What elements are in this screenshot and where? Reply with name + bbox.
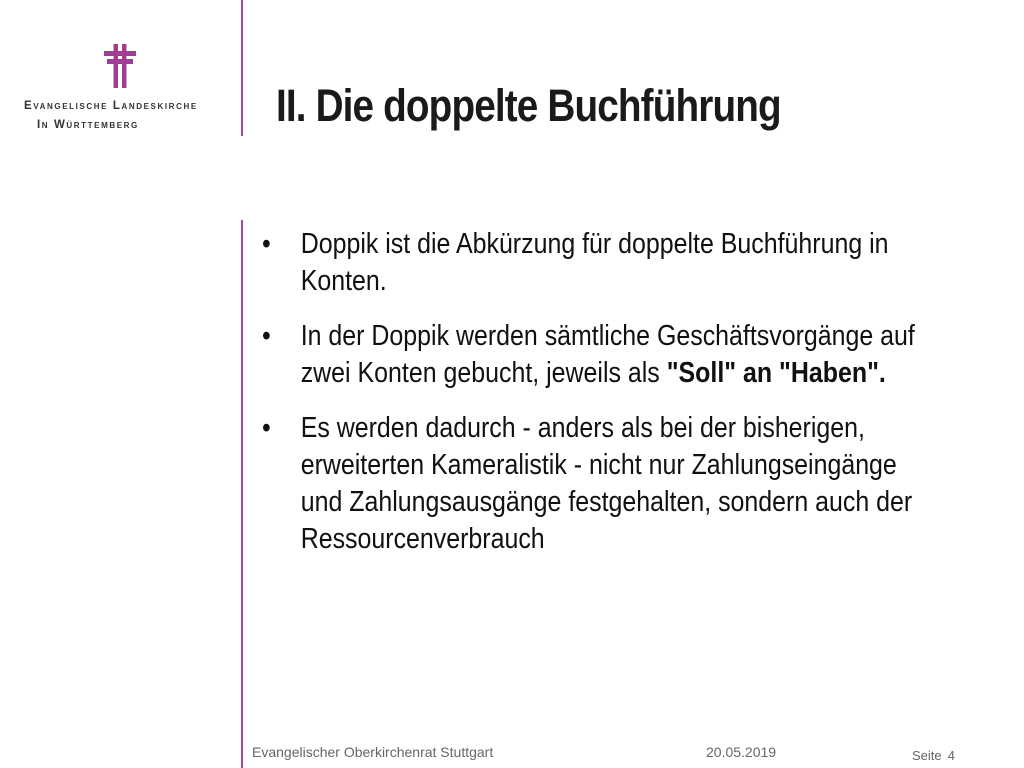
slide-title: II. Die doppelte Buchführung: [276, 80, 781, 131]
logo-line-2: In Württemberg: [37, 119, 139, 131]
bullet-item: [262, 410, 916, 558]
bullet-bold-text: "Soll" an "Haben".: [666, 357, 886, 389]
footer-organization: Evangelischer Oberkirchenrat Stuttgart: [252, 744, 494, 760]
page-number: 4: [947, 748, 955, 763]
bullet-marker: •: [262, 320, 271, 352]
accent-rule-body: [241, 220, 243, 768]
cross-icon: [104, 44, 136, 88]
bullet-list: [262, 226, 916, 576]
accent-rule-top: [241, 0, 243, 136]
footer-page: [912, 748, 955, 763]
logo-wordmark: [24, 97, 234, 135]
logo-line-1: Evangelische Landeskirche: [24, 100, 198, 112]
footer-date: 20.05.2019: [706, 744, 777, 760]
bullet-item: [262, 318, 916, 392]
bullet-item: [262, 226, 916, 300]
bullet-marker: •: [262, 228, 271, 260]
page-label: Seite: [912, 748, 942, 763]
bullet-text: In der Doppik werden sämtliche Geschäftsvorgänge auf zwei Konten gebucht, jeweils als: [300, 320, 915, 389]
bullet-marker: •: [262, 412, 271, 444]
bullet-text: Es werden dadurch - anders als bei der bisherigen, erweiterten Kameralistik - nicht nur Zahlungseingänge und Zahlungsausgänge festgehalten, sondern auch der Ressourcenverbrauch: [300, 412, 913, 555]
bullet-text: Doppik ist die Abkürzung für doppelte Buchführung in Konten.: [300, 228, 889, 297]
